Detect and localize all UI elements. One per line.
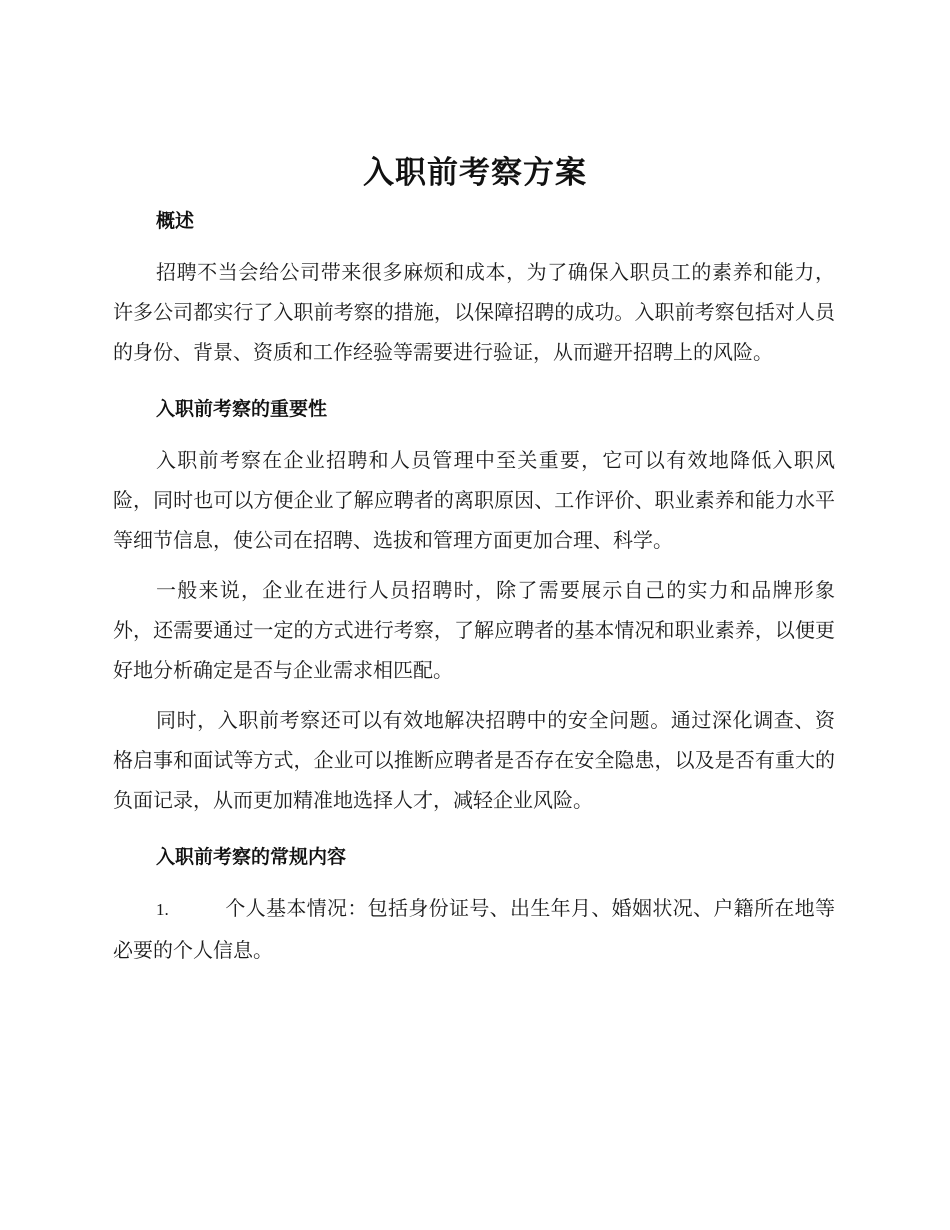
paragraph: 入职前考察在企业招聘和人员管理中至关重要，它可以有效地降低入职风险，同时也可以方便企业了解应聘者的离职原因、工作评价、职业素养和能力水平等细节信息，使公司在招聘、选拔和管理方面更加合理、科学。: [113, 448, 835, 552]
document-title: 入职前考察方案: [363, 155, 587, 191]
list-item: [113, 888, 835, 970]
paragraph: 一般来说，企业在进行人员招聘时，除了需要展示自己的实力和品牌形象外，还需要通过一定的方式进行考察，了解应聘者的基本情况和职业素养，以便更好地分析确定是否与企业需求相匹配。: [113, 578, 835, 682]
list-item-text: 个人基本情况：包括身份证号、出生年月、婚姻状况、户籍所在地等必要的个人信息。: [113, 896, 835, 962]
section-heading-overview: 概述: [156, 210, 195, 232]
paragraph: 同时，入职前考察还可以有效地解决招聘中的安全问题。通过深化调查、资格启事和面试等方式，企业可以推断应聘者是否存在安全隐患，以及是否有重大的负面记录，从而更加精准地选择人才，减轻企业风险。: [113, 708, 835, 812]
section-heading-importance: 入职前考察的重要性: [156, 398, 328, 420]
paragraph: 招聘不当会给公司带来很多麻烦和成本，为了确保入职员工的素养和能力，许多公司都实行了入职前考察的措施，以保障招聘的成功。入职前考察包括对人员的身份、背景、资质和工作经验等需要进行验证，从而避开招聘上的风险。: [113, 260, 835, 364]
section-heading-content: 入职前考察的常规内容: [156, 846, 347, 868]
list-item-number: 1.: [156, 900, 169, 919]
document-body: [113, 200, 835, 970]
